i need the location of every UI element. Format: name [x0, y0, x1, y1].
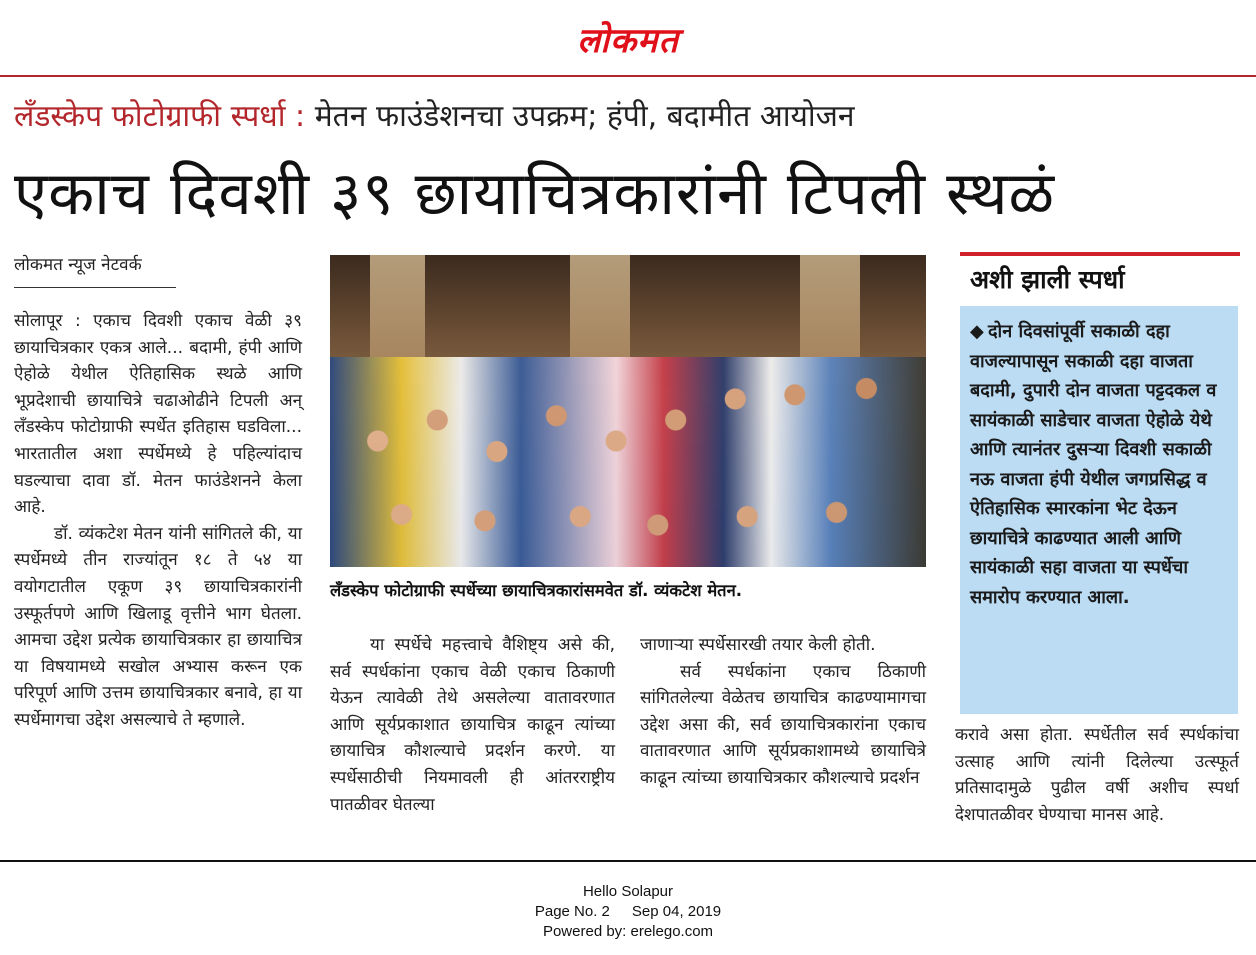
footer-edition: Hello Solapur	[582, 883, 674, 900]
footer-powered-by[interactable]: Powered by: erelego.com	[542, 923, 714, 940]
kicker	[14, 94, 855, 135]
diamond-bullet-icon: ◆	[970, 321, 984, 342]
paragraph: जाणाऱ्या स्पर्धेसारखी तयार केली होती.	[640, 635, 876, 655]
byline-divider	[14, 287, 176, 288]
paragraph: डॉ. व्यंकटेश मेतन यांनी सांगितले की, या स्पर्धेमध्ये तीन राज्यांतून १८ ते ५४ या वयोगटातील एकूण ३९ छायाचित्रकारांनी उस्फूर्तपणे आणि खिलाडू वृत्तीने भाग घेतला. आमचा उद्देश प्रत्येक छायाचित्रकार हा छायाचित्र या विषयामध्ये सखोल अभ्यास करून एक परिपूर्ण आणि उत्तम छायाचित्रकार बनावे, हा या स्पर्धेमागचा उद्देश असल्याचे ते म्हणाले.	[14, 523, 302, 730]
group-photo	[330, 255, 926, 567]
article-column-2	[330, 632, 615, 818]
paragraph: सर्व स्पर्धकांना एकाच ठिकाणी सांगितलेल्या वेळेतच छायाचित्र काढण्यामागचा उद्देश असा की, सर्व छायाचित्रकारांना एकाच वातावरणात आणि सूर्यप्रकाशामध्ये छायाचित्रे काढून त्यांच्या छायाचित्रकार कौशल्याचे प्रदर्शन	[640, 661, 926, 788]
kicker-subtitle: मेतन फाउंडेशनचा उपक्रम; हंपी, बदामीत आयोजन	[314, 99, 855, 134]
byline: लोकमत न्यूज नेटवर्क	[14, 255, 142, 275]
paragraph: सोलापूर : एकाच दिवशी एकाच वेळी ३९ छायाचित्रकार एकत्र आले... बदामी, हंपी आणि ऐहोळे येथील ऐतिहासिक स्थळे आणि भूप्रदेशाची छायाचित्रे चढाओढीने टिपली अन् लँडस्केप फोटोग्राफी स्पर्धेत इतिहास घडविला... भारतातील अशा स्पर्धेमध्ये हे पहिल्यांदाच घडल्याचा दावा डॉ. मेतन फाउंडेशनने केला आहे.	[14, 311, 302, 518]
photo-caption: लँडस्केप फोटोग्राफी स्पर्धेच्या छायाचित्रकारांसमवेत डॉ. व्यंकटेश मेतन.	[330, 581, 743, 600]
sidebar-body: दोन दिवसांपूर्वी सकाळी दहा वाजल्यापासून सकाळी दहा वाजता बदामी, दुपारी दोन वाजता पट्टदकल व सायंकाळी साडेचार वाजता ऐहोळे येथे आणि त्यानंतर दुसऱ्या दिवशी सकाळी नऊ वाजता हंपी येथील जगप्रसिद्ध व ऐतिहासिक स्मारकांना भेट देऊन छायाचित्रे काढण्यात आली आणि सायंकाळी सहा वाजता या स्पर्धेचा समारोप करण्यात आला.	[970, 321, 1217, 608]
article-column-3	[640, 632, 926, 792]
footer-date: Sep 04, 2019	[631, 903, 722, 920]
masthead-logo: लोकमत	[577, 21, 679, 61]
article-column-1	[14, 308, 302, 734]
headline: एकाच दिवशी ३९ छायाचित्रकारांनी टिपली स्थळं	[14, 159, 1056, 229]
paragraph: या स्पर्धेचे महत्त्वाचे वैशिष्ट्य असे की, सर्व स्पर्धकांना एकाच वेळी एकाच ठिकाणी येऊन त्यावेळी तेथे असलेल्या वातावरणात आणि सूर्यप्रकाशात छायाचित्र काढून त्यांच्या छायाचित्र कौशल्याचे प्रदर्शन करणे. या स्पर्धेसाठीची नियमावली ही आंतरराष्ट्रीय पातळीवर घेतल्या	[330, 635, 615, 815]
footer	[0, 882, 1256, 942]
photo-people	[330, 357, 926, 567]
masthead-divider	[0, 75, 1256, 77]
sidebar-text	[970, 317, 1232, 612]
sidebar-title: अशी झाली स्पर्धा	[970, 265, 1125, 294]
sidebar-divider	[960, 252, 1240, 256]
paragraph: करावे असा होता. स्पर्धेतील सर्व स्पर्धकांचा उत्साह आणि त्यांनी दिलेल्या उत्स्फूर्त प्रतिसादामुळे पुढील वर्षी अशीच स्पर्धा देशपातळीवर घेण्याचा मानस आहे.	[955, 725, 1239, 825]
footer-page: Page No. 2	[534, 903, 610, 920]
article-column-4	[955, 722, 1239, 828]
kicker-topic: लँडस्केप फोटोग्राफी स्पर्धा :	[14, 99, 306, 134]
footer-page-date	[0, 902, 1256, 922]
footer-divider	[0, 860, 1256, 862]
